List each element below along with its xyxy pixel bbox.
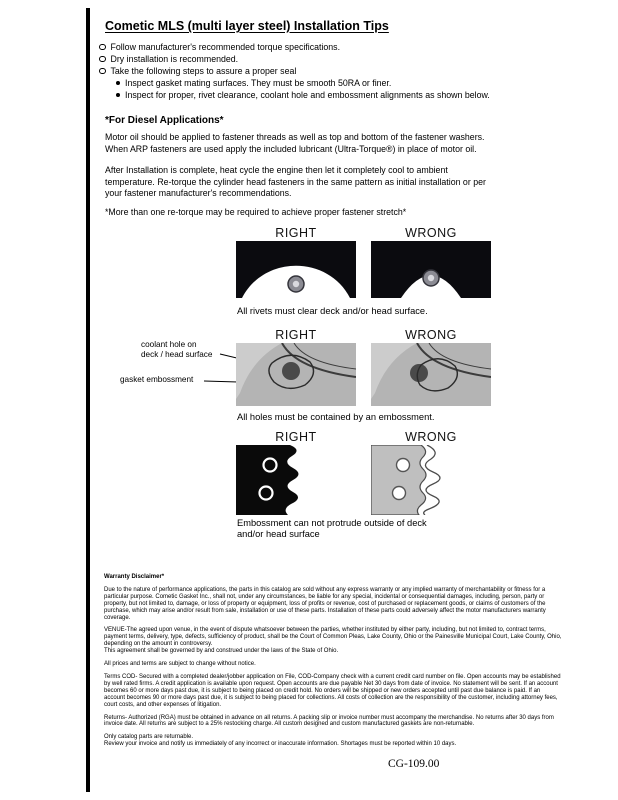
rivet-icon	[288, 276, 304, 292]
gasket-embossment-annotation: gasket embossment	[120, 375, 194, 384]
wrong-label: WRONG	[405, 226, 457, 240]
diesel-paragraph-2: After Installation is complete, heat cycle the engine then let it completely cool to ambient temperature. Re-torque the cylinder head fasteners in the same pattern as initial installation or per your fastener manufacturer's recommendations.	[105, 165, 486, 198]
open-bullet-icon	[99, 44, 106, 51]
open-bullet-icon	[99, 56, 106, 63]
protrusion-wrong-image	[371, 445, 491, 515]
disclaimer-venue: VENUE-The agreed upon venue, in the event of dispute whatsoever between the parties, whether instituted by either party, including, but not limited to, contract terms, payment terms, delivery, type, defects, sufficiency of product, shall be the Court of Common Pleas, Lake County, Ohio or the Painesville Municipal Court, Lake County, Ohio, depending on the amount in controversy.	[104, 627, 562, 648]
gasket-shape	[236, 445, 299, 515]
disclaimer-heading: Warranty Disclaimer*	[104, 574, 165, 580]
right-label: RIGHT	[275, 430, 317, 444]
tip-text: Follow manufacturer's recommended torque specifications.	[110, 42, 341, 52]
row2-caption: All holes must be contained by an embossment.	[237, 412, 435, 422]
open-bullet-icon	[99, 68, 106, 75]
right-label: RIGHT	[275, 328, 317, 342]
tip-text: Take the following steps to assure a proper seal	[110, 66, 297, 76]
tip-subitem	[116, 90, 490, 100]
coolant-hole-icon	[282, 362, 300, 380]
disclaimer-returns: Returns- Authorized (RGA) must be obtained in advance on all returns. A packing slip or invoice number must accompany the merchandise. No returns after 30 days from invoice date. All returns are subject to a 25% restocking charge. All custom designed and custom manufactured gaskets are non-returnable.	[104, 714, 554, 728]
rivet-wrong-image	[371, 241, 491, 298]
tip-subitem	[116, 78, 391, 88]
coolant-hole-icon	[410, 364, 428, 382]
tip-item	[99, 54, 238, 64]
disclaimer-governed: This agreement shall be governed by and construed under the laws of the State of Ohio.	[104, 648, 339, 655]
doc-number: CG-109.00	[388, 758, 440, 770]
tip-text: Inspect for proper, rivet clearance, coolant hole and embossment alignments as shown below.	[125, 90, 490, 100]
bolt-hole-icon	[393, 487, 406, 500]
disclaimer-review: Review your invoice and notify us immediately of any incorrect or inaccurate information. Shortages must be reported within 10 days.	[104, 741, 457, 748]
warranty-disclaimer-block	[104, 574, 562, 754]
retorque-note: *More than one re-torque may be required to achieve proper fastener stretch*	[105, 207, 407, 217]
bolt-hole-icon	[397, 459, 410, 472]
deck-shape	[371, 445, 426, 515]
coolant-hole-annotation: coolant hole on deck / head surface	[141, 340, 213, 359]
diesel-paragraph-1: Motor oil should be applied to fastener threads as well as top and bottom of the fastener washers. When ARP fasteners are used apply the included lubricant (Ultra-Torque®) in place of motor oil.	[105, 132, 485, 154]
wrong-label: WRONG	[405, 328, 457, 342]
bolt-hole-icon	[260, 487, 273, 500]
embossment-right-image	[236, 343, 356, 406]
wrong-label: WRONG	[405, 430, 457, 444]
disclaimer-prices: All prices and terms are subject to change without notice.	[104, 661, 256, 668]
rivet-right-image	[236, 241, 356, 298]
page-title: Cometic MLS (multi layer steel) Installation Tips	[105, 19, 389, 33]
tip-item	[99, 66, 296, 76]
tip-text: Inspect gasket mating surfaces. They must be smooth 50RA or finer.	[125, 78, 392, 88]
filled-bullet-icon	[116, 93, 120, 97]
disclaimer-terms: Terms COD- Secured with a completed dealer/jobber application on File, COD-Company check with a current credit card number on file. Open accounts may be established by well rated firms. A credit application is available upon request. Open accounts are due payable Net 30 days from date of invoice. No statement will be sent. If an account becomes 60 or more days past due, it is subject to being placed on credit hold. No orders will be shipped or new orders accepted until past due balance is paid. If an account becomes 90 or more days past due, it is subject to being placed for collections. All costs of collection are the responsibility of the customer, including attorney fees, court costs, and other expenses of litigation.	[104, 673, 561, 708]
filled-bullet-icon	[116, 81, 120, 85]
diesel-applications-heading: *For Diesel Applications*	[105, 115, 224, 126]
row1-caption: All rivets must clear deck and/or head surface.	[237, 306, 428, 316]
protrusion-right-image	[236, 445, 356, 515]
disclaimer-warranty: Due to the nature of performance applications, the parts in this catalog are sold without any express warranty or any implied warranty of merchantability or fitness for a particular purpose. Cometic Gasket Inc., shall not, under any circumstances, be liable for any special, incidental or consequential damages, including, person, party or property, but not limited to, damage, or loss of property or equipment, loss of profits or revenue, cost of purchased or replacement goods, or claims of customers of the purchase, which may arise and/or result from sale, installation or use of these parts. Installation of these parts could adversely affect the motor manufacturers warranty coverage.	[104, 586, 546, 621]
tip-item	[99, 42, 340, 52]
right-label: RIGHT	[275, 226, 317, 240]
rivet-icon	[423, 270, 439, 286]
page-edge-rule	[86, 8, 90, 792]
row3-caption: Embossment can not protrude outside of deck and/or head surface	[237, 518, 427, 539]
bolt-hole-icon	[264, 459, 277, 472]
tip-text: Dry installation is recommended.	[110, 54, 239, 64]
embossment-wrong-image	[371, 343, 491, 406]
disclaimer-returnable: Only catalog parts are returnable.	[104, 734, 194, 741]
